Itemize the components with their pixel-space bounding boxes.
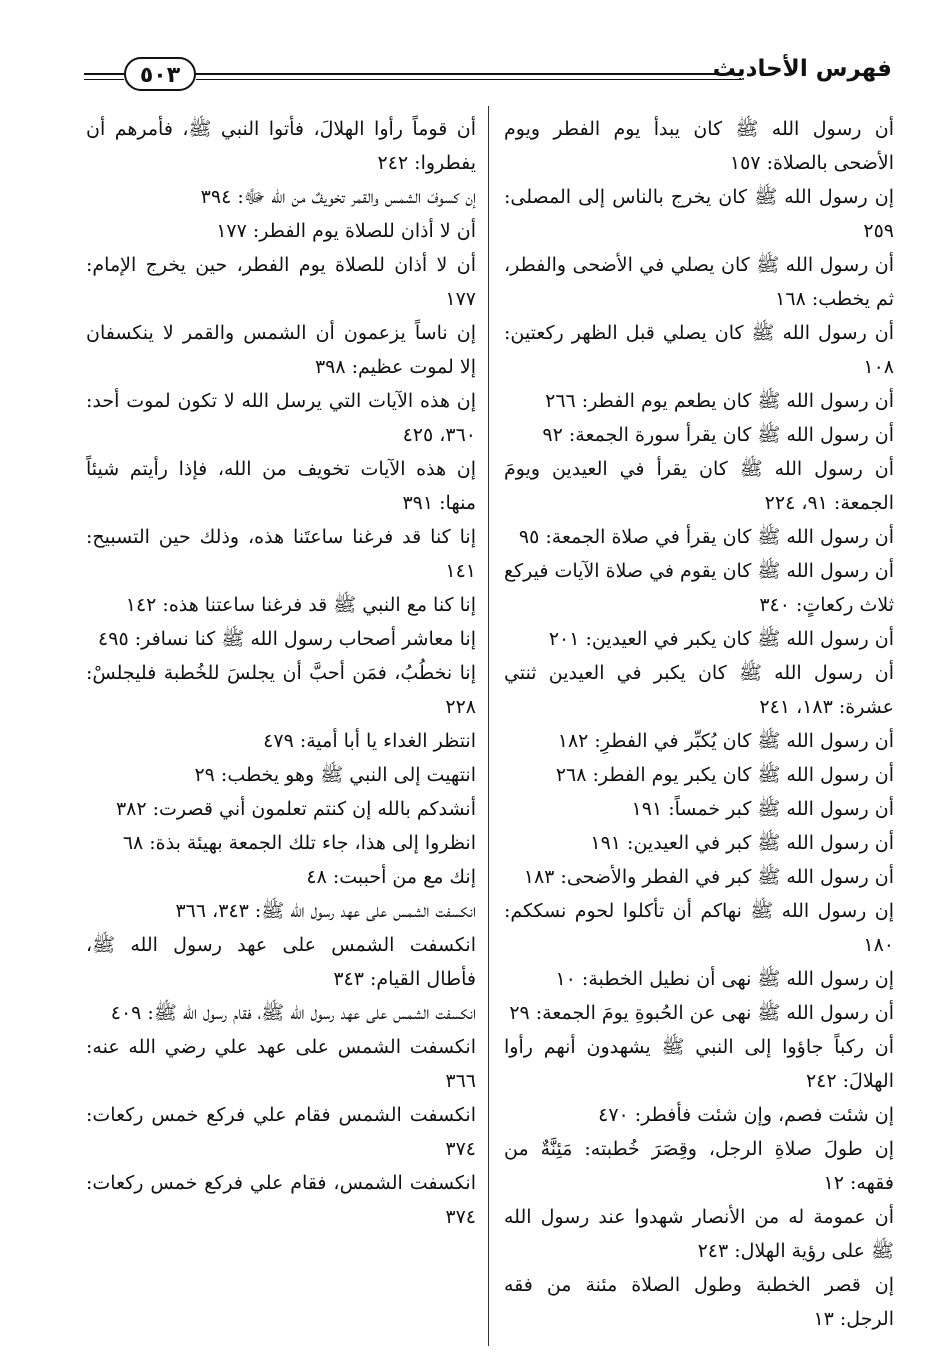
index-entry: أن لا أذان للصلاة يوم الفطر، حين يخرج الإمام: ١٧٧ (86, 254, 476, 310)
index-entry: أن رسول الله ﷺ كان يكبر في العيدين ثنتي عشرة: ١٨٣، ٢٤١ (504, 662, 894, 718)
index-entry: إنا نخطُبُ، فمَن أحبَّ أن يجلسَ للخُطبة فليجلسْ: ٢٢٨ (86, 662, 476, 718)
index-entry: أنشدكم بالله إن كنتم تعلمون أني قصرت: ٣٨٢ (115, 798, 476, 820)
index-entry: إن رسول الله ﷺ نهاكم أن تأكلوا لحوم نسككم: ١٨٠ (504, 900, 894, 956)
index-entry: أن رسول الله ﷺ كان يقرأ في صلاة الجمعة: ٩٥ (518, 526, 894, 548)
index-entry: انكسفت الشمس على عهد رسول الله ﷺ: ٣٤٣، ٣٦٦ (175, 900, 476, 922)
index-entry: أن ركباً جاؤوا إلى النبي ﷺ يشهدون أنهم رأوا الهلالَ: ٢٤٢ (504, 1036, 894, 1092)
index-entry: أن رسول الله ﷺ كان يُكبِّر في الفطرِ: ١٨٢ (557, 730, 894, 752)
index-entry: إن قصر الخطبة وطول الصلاة مئنة من فقه الرجل: ١٣ (504, 1274, 894, 1330)
header-rule (196, 73, 742, 80)
index-entry: أن رسول الله ﷺ كان يصلي قبل الظهر ركعتين: ١٠٨ (504, 322, 894, 378)
page-title: فهرس الأحاديث (712, 56, 892, 82)
index-entry: أن رسول الله ﷺ كبر في الفطر والأضحى: ١٨٣ (523, 866, 894, 888)
index-entry: أن رسول الله ﷺ نهى عن الحُبوةِ يومَ الجمعة: ٢٩ (509, 1002, 894, 1024)
index-entry: انكسفت الشمس فقام علي فركع خمس ركعات: ٣٧٤ (86, 1104, 476, 1160)
index-entry: أن عمومة له من الأنصار شهدوا عند رسول الله ﷺ على رؤية الهلال: ٢٤٣ (504, 1206, 894, 1262)
index-entry: انكسفت الشمس على عهد رسول الله ﷺ، فقام رسول الله ﷺ: ٤٠٩ (110, 1002, 476, 1024)
index-entry: أن رسول الله ﷺ كان يقوم في صلاة الآيات فيركع ثلاث ركعاتٍ: ٣٤٠ (504, 560, 894, 616)
index-entry: أن رسول الله ﷺ كان يقرأ في العيدين ويومَ الجمعة: ٩١، ٢٢٤ (504, 458, 894, 514)
index-entry: إن هذه الآيات تخويف من الله، فإذا رأيتم شيئاً منها: ٣٩١ (86, 458, 476, 514)
index-entry: إنا كنا مع النبي ﷺ قد فرغنا ساعتنا هذه: ١٤٢ (125, 594, 476, 616)
page-header (84, 50, 892, 100)
index-entry: أن رسول الله ﷺ كبر في العيدين: ١٩١ (590, 832, 894, 854)
right-column (504, 112, 894, 1352)
header-rule-end (84, 73, 124, 80)
index-entry: إن كسوفَ الشمس والقمر تخويفٌ من الله ﷻ: ٣٩٤ (200, 186, 476, 208)
index-entry: أن رسول الله ﷺ كان يصلي في الأضحى والفطر، ثم يخطب: ١٦٨ (504, 254, 894, 310)
index-entry: أن رسول الله ﷺ كان يكبر في العيدين: ٢٠١ (548, 628, 894, 650)
index-entry: إنا كنا قد فرغنا ساعتَنا هذه، وذلك حين التسبيح: ١٤١ (86, 526, 476, 582)
index-entry: أن رسول الله ﷺ كان يبدأ يوم الفطر ويوم الأضحى بالصلاة: ١٥٧ (504, 118, 894, 174)
index-entry: انظروا إلى هذا، جاء تلك الجمعة بهيئة بذة: ٦٨ (122, 832, 476, 854)
index-entry: إنك مع من أحببت: ٤٨ (306, 866, 476, 888)
index-entry: أن رسول الله ﷺ كبر خمساً: ١٩١ (631, 798, 894, 820)
index-entry: انكسفت الشمس على عهد رسول الله ﷺ، فأطال القيام: ٣٤٣ (86, 934, 476, 990)
page-number: ٥٠٣ (124, 57, 196, 91)
index-entry: انكسفت الشمس، فقام علي فركع خمس ركعات: ٣٧٤ (86, 1172, 476, 1228)
index-entry: إن رسول الله ﷺ كان يخرج بالناس إلى المصلى: ٢٥٩ (504, 186, 894, 242)
index-entry: إنا معاشر أصحاب رسول الله ﷺ كنا نسافر: ٤٩٥ (98, 628, 476, 650)
index-entry: إن طولَ صلاةِ الرجل، وقِصَرَ خُطبته: مَئِنَّةٌ من فقهه: ١٢ (504, 1138, 894, 1194)
index-entry: انتظر الغداء يا أبا أمية: ٤٧٩ (263, 730, 476, 752)
index-entry: إن هذه الآيات التي يرسل الله لا تكون لموت أحد: ٣٦٠، ٤٢٥ (86, 390, 476, 446)
index-entry: إن شئت فصم، وإن شئت فأفطر: ٤٧٠ (598, 1104, 894, 1126)
column-divider (488, 106, 489, 1346)
index-entry: انتهيت إلى النبي ﷺ وهو يخطب: ٢٩ (194, 764, 476, 786)
index-entry: أن قوماً رأوا الهلالَ، فأتوا النبي ﷺ، فأمرهم أن يفطروا: ٢٤٢ (86, 118, 476, 174)
index-entry: أن رسول الله ﷺ كان يكبر يوم الفطر: ٢٦٨ (555, 764, 894, 786)
index-entry: إن ناساً يزعمون أن الشمس والقمر لا ينكسفان إلا لموت عظيم: ٣٩٨ (86, 322, 476, 378)
index-entry: انكسفت الشمس على عهد علي رضي الله عنه: ٣٦٦ (86, 1036, 476, 1092)
index-entry: إن رسول الله ﷺ نهى أن نطيل الخطبة: ١٠ (555, 968, 894, 990)
index-entry: أن رسول الله ﷺ كان يطعم يوم الفطر: ٢٦٦ (545, 390, 894, 412)
index-entry: أن رسول الله ﷺ كان يقرأ سورة الجمعة: ٩٢ (542, 424, 894, 446)
index-entry: أن لا أذان للصلاة يوم الفطر: ١٧٧ (216, 220, 476, 242)
left-column (86, 112, 476, 1352)
